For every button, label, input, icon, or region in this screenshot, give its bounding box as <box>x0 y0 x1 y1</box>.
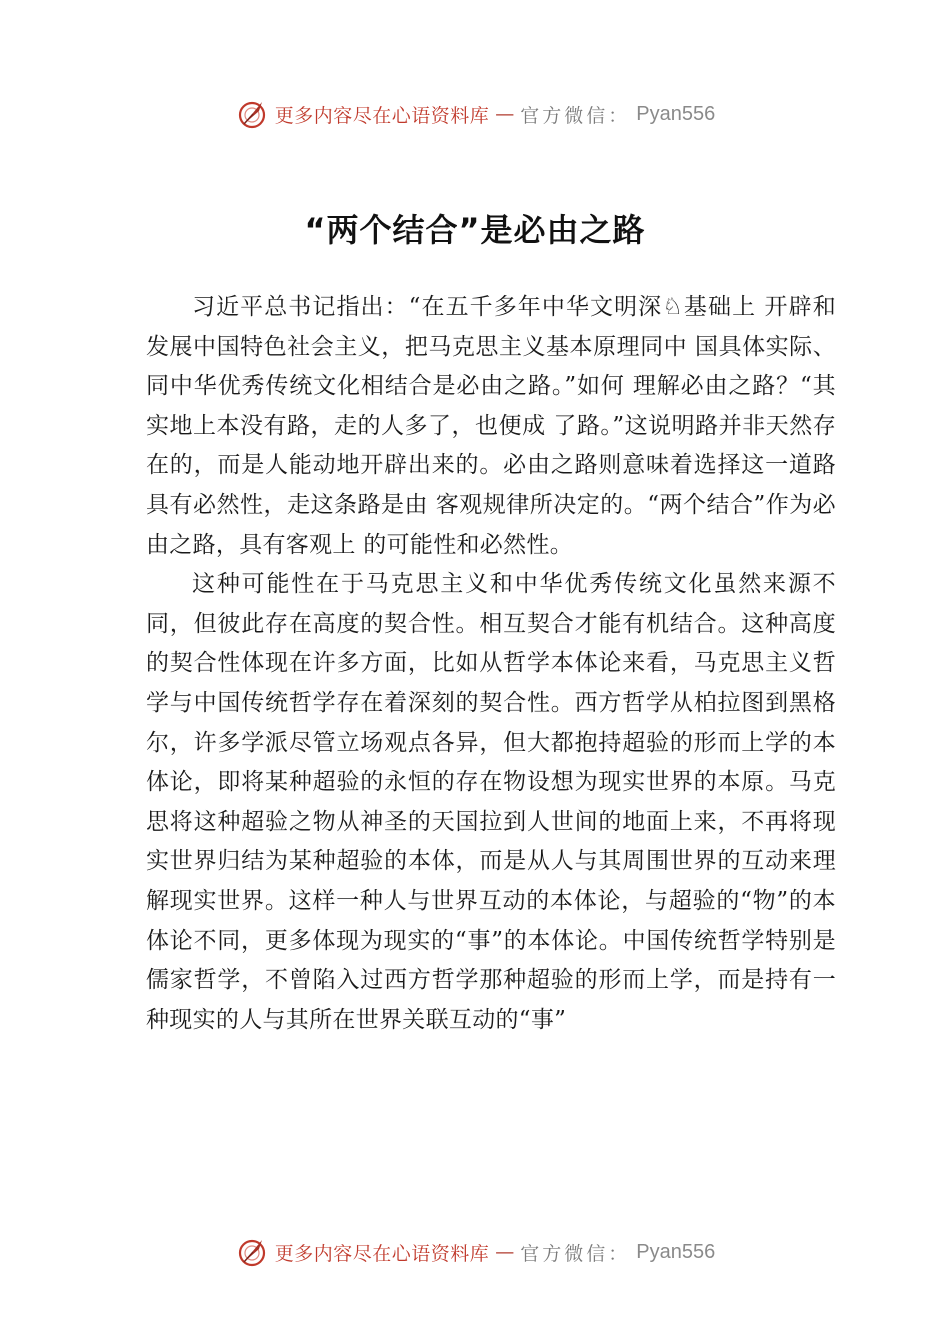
footer-banner-separator: — <box>495 1241 515 1263</box>
quill-pen-logo-icon <box>235 1235 269 1269</box>
header-banner <box>0 94 950 134</box>
header-banner-text: 更多内容尽在心语资料库 <box>274 104 490 127</box>
footer-banner-text: 更多内容尽在心语资料库 <box>274 1242 490 1265</box>
paragraph-2: 这种可能性在于马克思主义和中华优秀传统文化虽然来源不同，但彼此存在高度的契合性。相互契合才能有机结合。这种高度的契合性体现在许多方面，比如从哲学本体论来看，马克思主义哲学与中国传统哲学存在着深刻的契合性。西方哲学从柏拉图到黑格尔，许多学派尽管立场观点各异，但大都抱持超验的形而上学的本体论，即将某种超验的永恒的存在物设想为现实世界的本原。马克思将这种超验之物从神圣的天国拉到人世间的地面上来，不再将现实世界归结为某种超验的本体，而是从人与其周围世界的互动来理解现实世界。这样一种人与世界互动的本体论，与超验的“物”的本体论不同，更多体现为现实的“事”的本体论。中国传统哲学特别是儒家哲学，不曾陷入过西方哲学那种超验的形而上学，而是持有一种现实的人与其所在世界关联互动的“事” <box>146 571 836 1033</box>
header-banner-separator: — <box>495 103 515 125</box>
header-wechat-id: Pyan556 <box>636 102 716 125</box>
header-wechat-label: 官方微信： <box>520 104 631 127</box>
document-title: “两个结合”是必由之路 <box>304 211 646 250</box>
footer-banner <box>0 1232 950 1272</box>
footer-wechat-id: Pyan556 <box>636 1240 716 1263</box>
paragraph-1: 习近平总书记指出：“在五千多年中华文明深♘基础上 开辟和发展中国特色社会主义，把马克思主义基本原理同中 国具体实际、同中华优秀传统文化相结合是必由之路。”如何 理解必由之路？“其实地上本没有路，走的人多了，也便成 了路。”这说明路并非天然存在的，而是人能动地开辟出来的。必由之路则意味着选择这一道路具有必然性，走这条路是由 客观规律所决定的。“两个结合”作为必由之路，具有客观上 的可能性和必然性。 <box>146 294 836 558</box>
footer-wechat-label: 官方微信： <box>520 1242 631 1265</box>
document-body <box>146 288 836 1040</box>
quill-pen-logo-icon <box>235 97 269 131</box>
